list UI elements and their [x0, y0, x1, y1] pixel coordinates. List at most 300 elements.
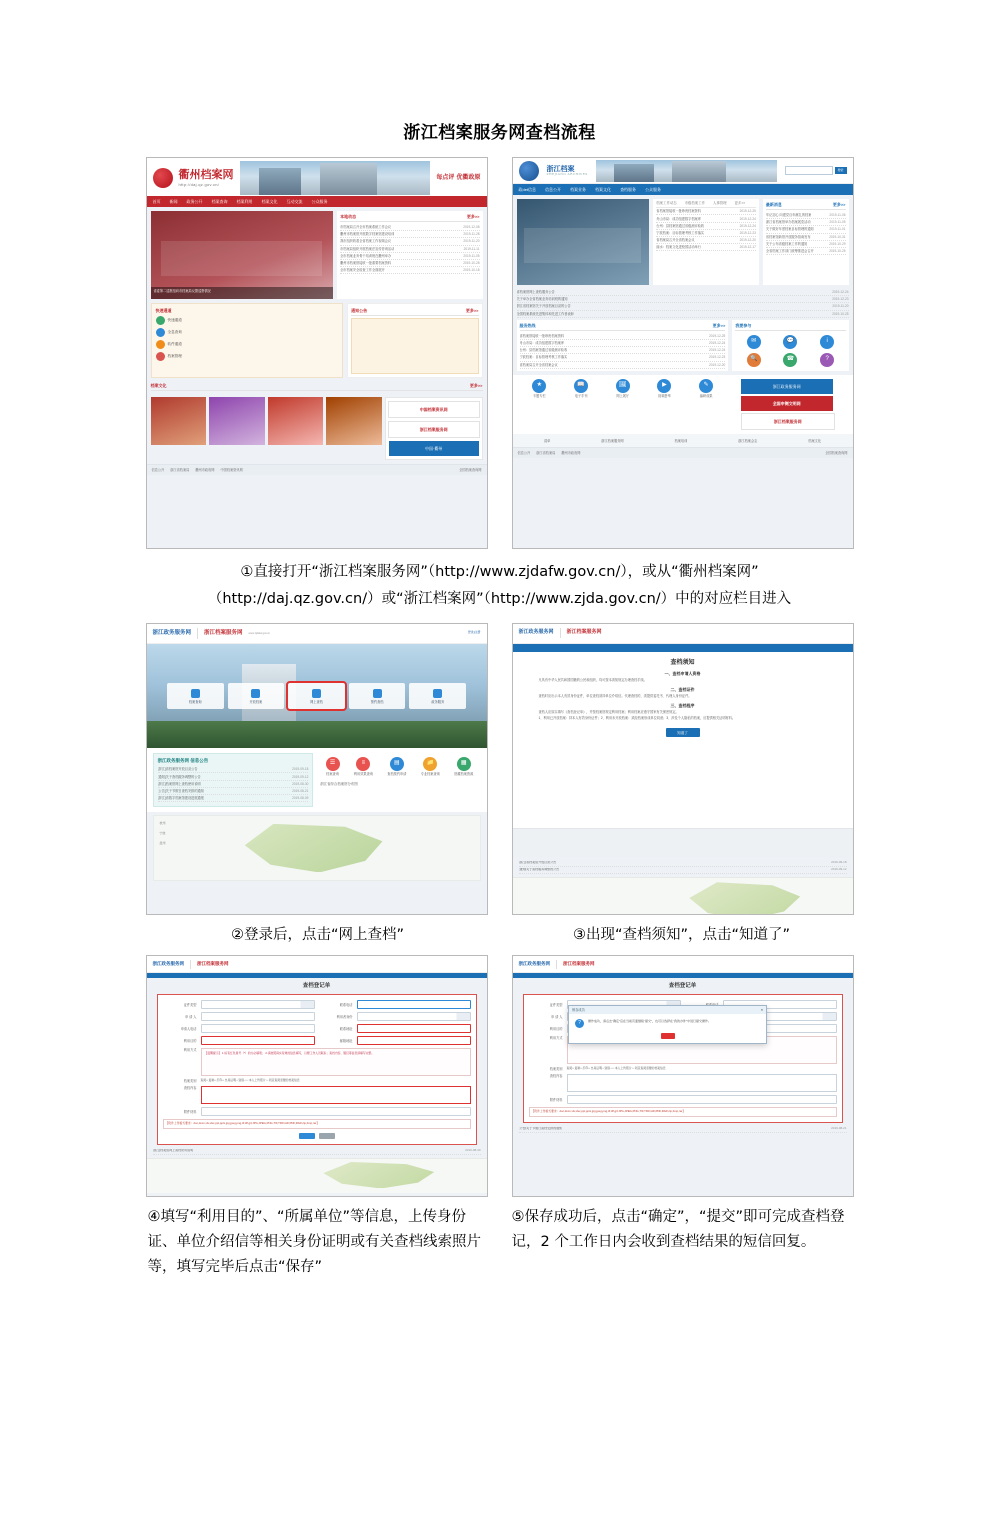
archive-type-checkboxes[interactable]: 查阅□ 复制□ 打印□ 出具证明□ 到馆□ □ 本人上传照片 □ 同意查阅需要的档案信息	[200, 1078, 300, 1083]
announcement-date: 2019-08-30	[465, 1147, 481, 1152]
notice-paragraph: 凡具有中华人民共和国国籍的公民和组织，均可按本须知规定办理查档手续。	[538, 678, 647, 683]
caption-step-3: ③出现“查档须知”，点击“知道了”	[572, 926, 791, 943]
announcement-title-row	[351, 307, 478, 316]
usage-query-icon: ≡	[356, 757, 370, 771]
footer-badge[interactable]: 信息公开	[517, 450, 531, 455]
service-item[interactable]	[520, 340, 726, 347]
announcement-item[interactable]	[158, 766, 309, 773]
screenshot-search-notice[interactable]	[512, 623, 854, 915]
announcement-item[interactable]	[519, 867, 847, 874]
announcement-item[interactable]	[519, 1126, 847, 1133]
map-shape	[689, 882, 805, 914]
dialog-header	[569, 1006, 766, 1014]
news-item[interactable]	[766, 219, 846, 226]
news-item[interactable]	[656, 215, 756, 222]
field-label: 附件材料	[549, 1097, 563, 1102]
quick-icons[interactable]	[318, 753, 480, 780]
caption-step-1-line-1: ①直接打开“浙江档案服务网”（http://www.zjdafw.gov.cn/），或从“衢州档案网”	[240, 564, 759, 580]
partner-link[interactable]: 浙江档案服务网	[601, 438, 624, 443]
back-button[interactable]	[319, 1133, 335, 1139]
site-header	[513, 158, 853, 184]
notice-item[interactable]	[517, 296, 849, 303]
attachment-upload[interactable]	[201, 1107, 471, 1116]
service-card-label: 预约查档	[370, 699, 384, 704]
notice-date: 2019-10-25	[832, 311, 849, 316]
nav-item-2[interactable]: 政务公开	[186, 199, 203, 204]
notice-paragraph: 查档时应出示本人有效身份证件，单位查档须持单位介绍信。代理查档的，须提供委托书、代理人身份证件。	[538, 694, 692, 699]
gear-icon	[433, 689, 442, 698]
nav-item-4[interactable]: 查档服务	[620, 187, 637, 192]
culture-title-row	[151, 382, 483, 391]
news-item-date: 2019-10-28	[463, 261, 480, 266]
announcement-title: 通知公告	[351, 308, 368, 313]
quick-icon-label: 专业档案查询	[420, 771, 440, 776]
quick-icon-item[interactable]	[454, 757, 473, 776]
screenshot-zjdafw-home[interactable]	[146, 623, 488, 915]
news-item-text: 市档案局组织开展档案法宣传咨询活动	[340, 246, 395, 251]
attachment-format-note: 【附件上传格式要求：doc,docx,xls,xlsx,ppt,pptx,jpg,jpeg,png,tif,tiff,gif,JPG,JPEG,PNG,TIF,TIFF,GIF,PDF,RAR,zip,bmp,rar】	[163, 1119, 471, 1128]
news-item-date: 2019-12-08	[463, 225, 480, 230]
announcement-item[interactable]	[158, 795, 309, 802]
main-navigation[interactable]	[513, 184, 853, 195]
service-card-label: 网上查档	[310, 699, 323, 704]
service-item[interactable]	[520, 362, 726, 369]
field-label: 利用方式	[183, 1048, 197, 1053]
news-item[interactable]	[656, 223, 756, 230]
nav-item-4[interactable]: 档案利用	[236, 199, 253, 204]
culture-thumb[interactable]	[209, 397, 265, 445]
participate-panel	[732, 320, 848, 371]
notice-date: 2019-12-24	[832, 290, 849, 295]
quick-icon-label: 档案查询	[326, 771, 339, 776]
announcement-date: 2019-09-12	[831, 866, 847, 871]
participate-icon-item[interactable]	[820, 353, 834, 367]
search-button[interactable]: 搜索	[835, 167, 847, 174]
partner-link[interactable]: 档案文化	[808, 438, 822, 443]
site-name-zjdafw: 浙江档案服务网	[197, 961, 229, 967]
hero-banner	[147, 644, 487, 748]
address-input[interactable]	[357, 1024, 471, 1033]
quick-link-icon	[156, 352, 165, 361]
applicant-identity-select[interactable]	[357, 1012, 471, 1021]
announcement-date: 2019-09-18	[292, 767, 309, 772]
quick-icons-area	[318, 753, 480, 808]
content-columns	[147, 207, 487, 303]
news-item[interactable]	[340, 253, 479, 260]
feature-label: 视频荟萃	[658, 393, 671, 398]
news-item[interactable]	[766, 226, 846, 233]
site-name-zwfw: 浙江政务服务网	[152, 961, 184, 967]
service-date: 2019-12-24	[709, 348, 726, 353]
tab-more[interactable]: 更多>>	[734, 201, 746, 205]
footer-link-0[interactable]: 浙江省档案局	[536, 450, 556, 455]
culture-title: 档案文化	[150, 383, 167, 388]
service-more-link[interactable]: 更多>>	[712, 322, 726, 328]
service-date: 2019-12-24	[709, 341, 726, 346]
query-content-textarea[interactable]	[567, 1074, 837, 1092]
announcement-text: [通知]关于查档服务调整的公告	[157, 774, 201, 779]
archive-type-checkboxes[interactable]: 查阅□ 复制□ 打印□ 出具证明□ 到馆□ □ 本人上传照片 □ 同意查阅需要的档案信息	[566, 1066, 666, 1071]
attachment-upload[interactable]	[567, 1095, 837, 1104]
caption-row-2	[0, 923, 999, 948]
tab-0[interactable]: 档案工作动态	[656, 201, 677, 205]
field-label: 利用目的	[183, 1038, 197, 1043]
archive-icon	[191, 689, 200, 698]
quick-link-item[interactable]	[156, 316, 339, 325]
side-links-card	[385, 397, 483, 460]
field-label: 邮箱地址	[339, 1038, 353, 1043]
field-label: 档案类别	[183, 1079, 197, 1084]
province-map[interactable]	[513, 877, 853, 915]
hero-service-cards[interactable]	[167, 683, 466, 709]
search-icon	[312, 689, 321, 698]
service-date: 2019-12-23	[709, 355, 726, 360]
feature-label: 网上展厅	[616, 393, 630, 398]
announcement-item[interactable]	[158, 788, 309, 795]
participate-icon-item[interactable]	[820, 335, 834, 349]
partner-link[interactable]: 档案培训	[674, 438, 688, 443]
save-success-dialog[interactable]	[568, 1005, 767, 1044]
participate-icon-item[interactable]	[783, 335, 797, 349]
announcement-date: 2019-08-21	[831, 1125, 847, 1130]
contact-phone-input[interactable]	[357, 1000, 471, 1009]
news-item[interactable]	[656, 230, 756, 237]
news-item[interactable]	[340, 238, 479, 245]
search-input[interactable]	[785, 166, 833, 175]
map-shape	[323, 1162, 439, 1189]
search-area[interactable]	[785, 166, 847, 175]
service-text: 省档案局召开全省档案会议	[519, 362, 558, 367]
map-label-0: 杭州	[159, 821, 166, 826]
email-input[interactable]	[357, 1036, 471, 1045]
ebook-icon: 📖	[574, 379, 588, 393]
nav-item-0[interactable]: 政det信息	[518, 187, 537, 192]
id-type-select[interactable]	[201, 1000, 315, 1009]
quick-icon-item[interactable]	[387, 757, 406, 776]
feature-button[interactable]	[657, 379, 671, 430]
latest-more-link[interactable]: 更多>>	[832, 202, 846, 207]
news-item-text: 市档案局召开全市档案系统工作会议	[340, 225, 392, 230]
notice-item[interactable]	[517, 289, 849, 296]
service-card-label: 政务服务	[431, 699, 445, 704]
carousel-caption: 省委第二巡察组向市档案局反馈巡察情况	[151, 287, 334, 299]
news-item[interactable]	[766, 248, 846, 255]
nav-item-1[interactable]: 信息公开	[545, 187, 562, 192]
archive-logo-icon	[153, 168, 173, 188]
news-item[interactable]	[656, 208, 756, 215]
partner-link[interactable]: 浙江档案会志	[738, 438, 758, 443]
resources-icon: ▦	[457, 757, 471, 771]
news-item-date: 2019-10-29	[829, 241, 846, 246]
tab-2[interactable]: 人事管理	[712, 201, 727, 205]
footer-link-1[interactable]: 衢州市政府网	[195, 468, 215, 472]
service-card-open-archive[interactable]	[228, 683, 285, 709]
usage-note: 【温馨提示】 1.标有红色星号（*）的为必填项； 2.请按照真实有效的信息填写，以便工作人员联系；查档内容、篇目等信息请填写完整。	[201, 1048, 471, 1076]
carousel-image[interactable]	[151, 211, 334, 299]
dialog-title: 保存成功	[572, 1008, 585, 1013]
form-title: 查档登记单	[302, 983, 331, 990]
announcement-text: [浙江]档案馆网上查档使用说明	[157, 781, 201, 786]
nav-item-7[interactable]: 公众服务	[311, 199, 328, 204]
quick-icon-label: 利用效果查询	[353, 771, 373, 776]
latest-news-panel	[763, 199, 849, 285]
service-card-gov-service[interactable]	[409, 683, 466, 709]
notice-item[interactable]	[517, 311, 849, 318]
banner-slogan: 每点评 优衢政原	[436, 173, 481, 181]
news-item[interactable]	[340, 267, 479, 274]
map-label-1: 宁波	[159, 831, 166, 836]
quick-title: 快速通道	[155, 308, 172, 313]
news-item-text: 衢州市档案馆接收一批重要档案资料	[340, 261, 392, 266]
service-item[interactable]	[520, 333, 726, 340]
side-badges	[741, 379, 833, 430]
applicant-phone-input[interactable]	[201, 1024, 315, 1033]
accent-bar	[147, 973, 487, 978]
news-item[interactable]	[340, 231, 479, 238]
registration-form[interactable]	[157, 994, 477, 1144]
culture-thumb[interactable]	[326, 397, 382, 445]
service-text: 宁波档案：目标管理考核工作落实	[519, 355, 568, 360]
quick-link-item[interactable]	[156, 328, 339, 337]
nav-item-6[interactable]: 互动交流	[286, 199, 303, 204]
caption-step-1-line-2: （http://daj.qz.gov.cn/）或“浙江档案网”（http://www.zjda.gov.cn/）中的对应栏目进入	[207, 590, 792, 607]
news-item[interactable]	[340, 224, 479, 231]
side-link-zjdafw[interactable]: 浙江档案服务网	[388, 421, 480, 438]
announcement-date: 2019-08-30	[292, 781, 309, 786]
quick-link-icon	[156, 328, 165, 337]
news-item[interactable]	[766, 212, 846, 219]
footer-link-3[interactable]: 全国档案查询网	[825, 450, 848, 455]
notice-text: 浙江省档案馆关于开放档案目录的公告	[516, 304, 571, 309]
applicant-input[interactable]	[201, 1012, 315, 1021]
news-item[interactable]	[766, 241, 846, 248]
news-item-text: 省档案馆新馆开放服务指南发布	[765, 234, 811, 239]
carousel-image[interactable]	[517, 199, 650, 285]
gallery-icon: 🖼	[616, 379, 630, 393]
nav-item-5[interactable]: 公众服务	[645, 187, 662, 192]
mail-icon: ✉	[747, 335, 761, 349]
news-item[interactable]	[340, 260, 479, 267]
quick-link-item[interactable]	[156, 340, 339, 349]
acknowledge-button[interactable]: 知道了	[666, 728, 700, 737]
screenshot-row-3	[0, 955, 999, 1197]
notice-document	[513, 652, 853, 828]
screenshot-registration-form[interactable]	[146, 955, 488, 1197]
news-item-text: 宁波档案：目标管理考核工作落实	[656, 230, 705, 235]
bottom-announcements	[513, 857, 853, 877]
footer-link-0[interactable]: 浙江省档案局	[170, 468, 190, 472]
announcement-card	[153, 753, 314, 808]
field-label: 查档内容	[183, 1086, 197, 1091]
accent-bar	[513, 644, 853, 652]
participate-icon-item[interactable]	[747, 335, 761, 349]
calendar-icon	[373, 689, 382, 698]
dialog-ok-button[interactable]	[661, 1033, 675, 1039]
notice-item[interactable]	[517, 303, 849, 310]
form-row	[163, 1107, 471, 1116]
news-item-date: 2019-12-17	[739, 245, 756, 250]
site-name-zjdafw: 浙江档案服务网	[204, 629, 243, 636]
header-divider	[197, 628, 198, 639]
news-item-text: 全市档案业务骨干培训班在衢州举办	[340, 253, 392, 258]
announcement-text: [浙江]省档案馆开放目录公告	[518, 860, 557, 864]
feature-button[interactable]	[616, 379, 630, 430]
header-divider	[560, 628, 561, 638]
attachment-format-note: 【附件上传格式要求：doc,docx,xls,xlsx,ppt,pptx,jpg,jpeg,png,tif,tiff,gif,JPG,JPEG,PNG,TIF,TIFF,GIF,PDF,RAR,zip,bmp,rar】	[529, 1107, 837, 1116]
badge-zjzwfw[interactable]: 浙江政务服务网	[741, 379, 833, 394]
news-item[interactable]	[766, 234, 846, 241]
nav-item-1[interactable]: 新闻	[169, 199, 178, 204]
service-item[interactable]	[520, 347, 726, 354]
nav-item-2[interactable]: 档案业务	[570, 187, 587, 192]
field-label: 证件类型	[549, 1002, 563, 1007]
form-row	[529, 1067, 837, 1071]
service-news-panel	[517, 320, 729, 371]
footer-badge[interactable]: 信息公开	[151, 468, 165, 472]
notice-text: 省档案馆网上查档服务公告	[516, 290, 555, 295]
feature-buttons[interactable]	[513, 375, 853, 434]
form-buttons[interactable]	[163, 1133, 471, 1139]
news-item-date: 2019-10-31	[829, 234, 846, 239]
news-item-date: 2019-11-01	[829, 227, 846, 232]
map-shape	[245, 824, 388, 873]
announcement-item[interactable]	[158, 773, 309, 780]
field-label: 证件类型	[183, 1002, 197, 1007]
service-item[interactable]	[520, 354, 726, 361]
quick-icon-label: 馆藏档案资源	[454, 771, 474, 776]
service-text: 省档案馆接收一批珍贵档案资料	[519, 333, 565, 338]
dialog-body	[569, 1014, 766, 1033]
announcement-item[interactable]	[158, 781, 309, 788]
screenshot-quzhou-archives-site[interactable]	[146, 157, 488, 549]
latest-title: 最新消息	[765, 202, 782, 207]
quick-link-label: 软件通道	[167, 342, 182, 347]
form-row	[529, 1074, 837, 1092]
badge-civilization[interactable]: 全国申铡文明网	[741, 396, 833, 411]
phone-icon: ☎	[783, 353, 797, 367]
screenshot-save-success-dialog[interactable]	[512, 955, 854, 1197]
service-title: 服务热线	[519, 322, 536, 328]
news-item-text: 关于公布省级档案工作的通知	[765, 241, 808, 246]
side-link-archives-news[interactable]: 中国档案资讯网	[388, 401, 480, 418]
news-item-text: 关于做好年度档案目标管理的通知	[765, 227, 814, 232]
participate-icons-2[interactable]	[735, 351, 845, 369]
carousel-photo-inner	[524, 228, 641, 262]
nav-item-5[interactable]: 档案文化	[261, 199, 278, 204]
main-navigation[interactable]	[147, 196, 487, 207]
news-item[interactable]	[340, 246, 479, 253]
news-item-text: 衢州市档案馆开展数字档案馆建设培训	[340, 232, 395, 237]
announcement-item[interactable]	[519, 860, 847, 867]
side-link-quzhou[interactable]: 中国·衢州	[389, 441, 479, 456]
announcement-more-link[interactable]: 更多>>	[465, 308, 479, 313]
partner-links[interactable]	[513, 434, 853, 447]
announcement-text: [浙江]省档案馆开放目录公告	[157, 767, 198, 772]
news-item-date: 2019-12-20	[739, 238, 756, 243]
field-label: 联系电话	[339, 1002, 353, 1007]
caption-step-4: ④填写“利用目的”、“所属单位”等信息，上传身份证、单位介绍信等相关身份证明或有关查档线索照片等，填写完毕后点击“保存”	[147, 1209, 481, 1275]
announcement-title: 浙江政务服务网 信息公告	[157, 757, 209, 763]
announcement-date: 2019-09-18	[831, 859, 847, 864]
news-item-date: 2019-11-20	[463, 239, 480, 244]
lower-columns	[513, 318, 853, 375]
quick-link-label: 档案管理	[167, 354, 182, 359]
announcement-date: 2019-08-21	[292, 788, 309, 793]
nav-item-0[interactable]: 首页	[152, 199, 161, 204]
province-map[interactable]	[153, 815, 481, 881]
screenshot-zhejiang-archives-site[interactable]	[512, 157, 854, 549]
site-name-text: 浙江档案	[546, 163, 575, 173]
news-list-panel	[337, 211, 482, 299]
feature-button[interactable]	[574, 379, 588, 430]
footer-link-2[interactable]: 中国档案资讯网	[220, 468, 243, 472]
notice-text: 关于举办全省档案业务培训班的通知	[516, 297, 568, 302]
quick-icon-item[interactable]	[421, 757, 440, 776]
hero-foliage	[147, 721, 487, 748]
service-card-label: 开放档案	[249, 699, 263, 704]
tab-1[interactable]: 市级档案工作	[684, 201, 705, 205]
news-item-text: 我市组织收看全省档案工作视频会议	[340, 239, 392, 244]
registration-form[interactable]	[523, 994, 843, 1122]
caption-step-5: ⑤保存成功后，点击“确定”，“提交”即可完成查档登记，2 个工作日内会收到查档结果的短信回复。	[511, 1209, 845, 1250]
form-row	[163, 1048, 471, 1076]
quick-icon-item[interactable]	[354, 757, 373, 776]
carousel-photo-inner	[161, 241, 322, 276]
news-more-link[interactable]: 更多>>	[466, 214, 480, 219]
query-content-textarea[interactable]	[201, 1086, 471, 1104]
service-card-appointment[interactable]	[349, 683, 406, 709]
participate-icons[interactable]	[735, 333, 845, 351]
footer-link-1[interactable]: 衢州市政府网	[561, 450, 581, 455]
login-register-link[interactable]: 登录|注册	[467, 630, 481, 635]
news-item[interactable]	[656, 244, 756, 251]
close-icon[interactable]: ✕	[760, 1008, 764, 1013]
partner-link[interactable]: 清单	[543, 438, 551, 443]
news-item-text: 全省档案工作部门统筹推进会召开	[765, 249, 814, 254]
quick-icon-item[interactable]	[326, 757, 340, 776]
news-tabs[interactable]	[656, 201, 756, 208]
nav-item-3[interactable]: 档案文化	[595, 187, 612, 192]
culture-thumb[interactable]	[151, 397, 207, 445]
news-item-text: 丽水：档案文化进校园活动举行	[656, 245, 701, 250]
site-footer	[147, 464, 487, 475]
caption-row-3	[0, 1205, 999, 1279]
announcement-date: 2019-09-12	[292, 774, 309, 779]
nav-item-3[interactable]: 档案查询	[211, 199, 228, 204]
quick-link-item[interactable]	[156, 352, 339, 361]
map-label-2: 温州	[159, 841, 166, 846]
map-title: 浙江省综合档案馆分布图	[320, 781, 358, 786]
province-map[interactable]	[147, 1158, 487, 1193]
culture-thumb[interactable]	[268, 397, 324, 445]
badge-zjdafw[interactable]: 浙江档案服务网	[741, 413, 835, 430]
culture-gallery	[147, 393, 487, 464]
service-card-archive-query[interactable]	[167, 683, 224, 709]
footer-link-3[interactable]: 全国档案查询网	[459, 468, 482, 472]
save-button[interactable]	[299, 1133, 315, 1139]
news-item[interactable]	[656, 237, 756, 244]
purpose-input[interactable]	[201, 1036, 315, 1045]
quick-icon-label: 查档预约申请	[387, 771, 407, 776]
participate-icon-item[interactable]	[783, 353, 797, 367]
feature-button[interactable]	[699, 379, 713, 430]
service-card-online-search[interactable]	[288, 683, 345, 709]
participate-icon-item[interactable]	[747, 353, 761, 367]
announcement-item[interactable]	[153, 1148, 481, 1155]
culture-more-link[interactable]: 更多>>	[469, 383, 483, 388]
bottom-announcements	[513, 1123, 853, 1136]
feature-button[interactable]	[532, 379, 546, 430]
